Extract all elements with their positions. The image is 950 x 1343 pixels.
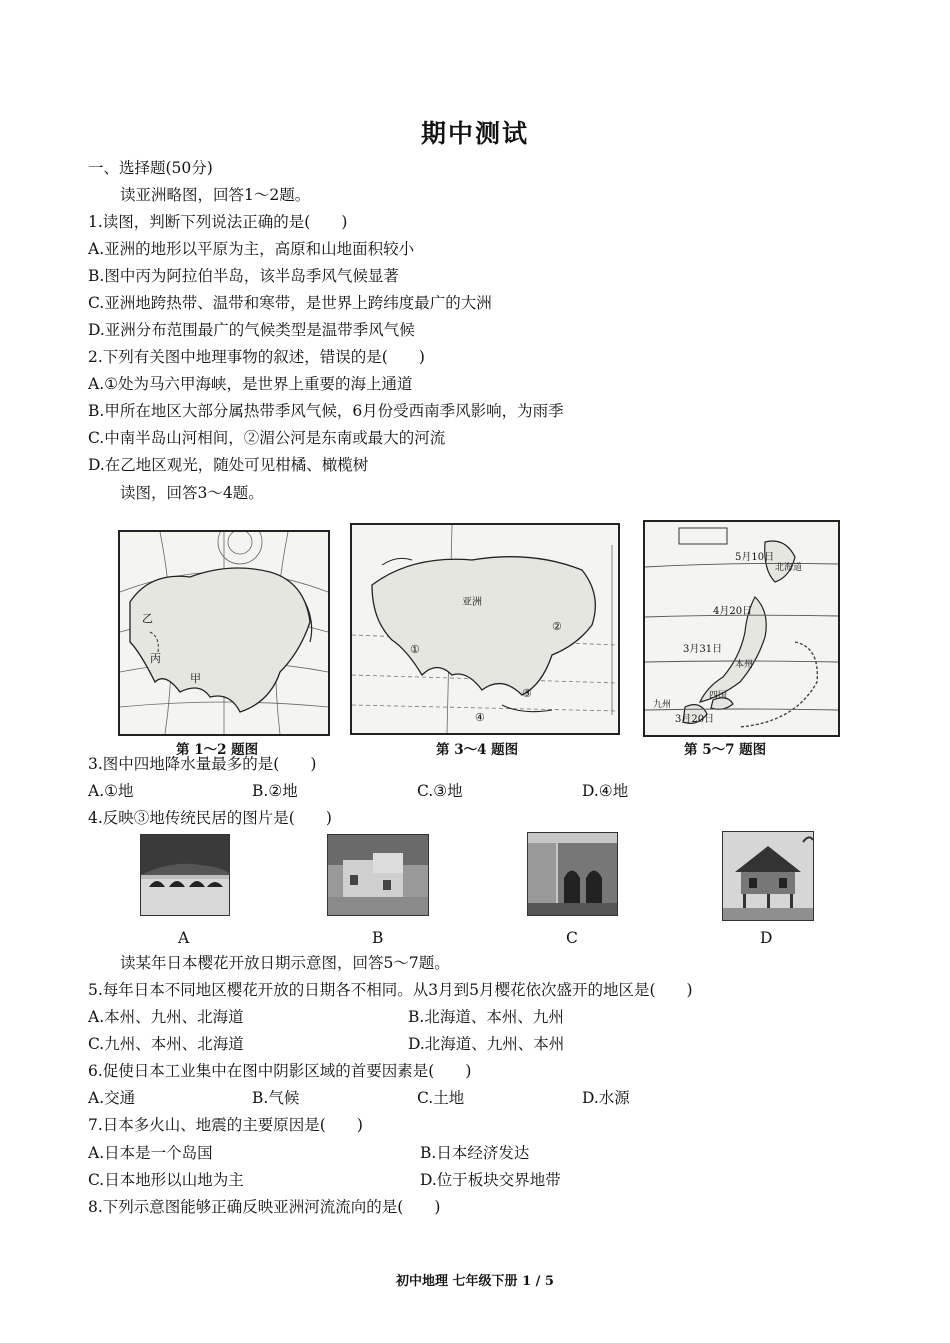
q3-option-d[interactable]: D.④地 [582, 782, 629, 800]
map1-caption: 第 1～2 题图 [176, 742, 259, 758]
intro-q1-2: 读亚洲略图，回答1～2题。 [120, 186, 311, 204]
q1-option-a[interactable]: A.亚洲的地形以平原为主，高原和山地面积较小 [88, 240, 415, 258]
photo-c-arcade-buildings[interactable] [527, 832, 618, 916]
japan-cherry-blossom-map [643, 520, 840, 737]
q2-option-d[interactable]: D.在乙地区观光，随处可见柑橘、橄榄树 [88, 456, 369, 474]
map3-caption: 第 5～7 题图 [684, 742, 767, 758]
q3-option-c[interactable]: C.③地 [417, 782, 463, 800]
asia-sketch-map [118, 530, 330, 736]
q2-option-a[interactable]: A.①处为马六甲海峡，是世界上重要的海上通道 [88, 375, 413, 393]
page-footer: 初中地理 七年级下册 1 / 5 [396, 1274, 554, 1289]
map2-label-four: ④ [475, 711, 485, 724]
map2-label-asia: 亚洲 [462, 597, 482, 608]
q6-option-a[interactable]: A.交通 [88, 1089, 136, 1107]
q3-option-b[interactable]: B.②地 [252, 782, 298, 800]
photo-a-yurts[interactable] [140, 834, 230, 916]
q6-option-c[interactable]: C.土地 [417, 1089, 465, 1107]
photo-label-c: C [566, 929, 578, 947]
q5-stem: 5.每年日本不同地区樱花开放的日期各不相同。从3月到5月樱花依次盛开的地区是( ) [88, 981, 693, 999]
section-heading: 一、选择题(50分) [88, 159, 213, 177]
photo-b-flat-roof-houses[interactable] [327, 834, 429, 916]
map1-label-yi: 乙 [142, 612, 153, 625]
map3-label-mar31: 3月31日 [683, 644, 723, 655]
q7-option-a[interactable]: A.日本是一个岛国 [88, 1144, 213, 1162]
map2-label-three: ③ [522, 687, 532, 700]
page-title: 期中测试 [420, 119, 529, 148]
intro-q5-7: 读某年日本樱花开放日期示意图，回答5～7题。 [120, 954, 450, 972]
q7-stem: 7.日本多火山、地震的主要原因是( ) [88, 1116, 363, 1134]
q7-option-d[interactable]: D.位于板块交界地带 [420, 1171, 561, 1189]
map3-label-hokkaido: 北海道 [775, 563, 803, 573]
q4-stem: 4.反映③地传统民居的图片是( ) [88, 809, 332, 827]
q5-option-d[interactable]: D.北海道、九州、本州 [408, 1035, 565, 1053]
q6-option-d[interactable]: D.水源 [582, 1089, 630, 1107]
map3-label-may10: 5月10日 [735, 552, 775, 563]
map3-label-honshu: 本州 [735, 660, 754, 670]
q3-option-a[interactable]: A.①地 [88, 782, 134, 800]
map1-label-bing: 丙 [150, 652, 161, 665]
map1-label-jia: 甲 [190, 672, 201, 685]
q7-option-c[interactable]: C.日本地形以山地为主 [88, 1171, 244, 1189]
map3-label-apr20: 4月20日 [713, 606, 753, 617]
intro-q3-4: 读图，回答3～4题。 [120, 484, 264, 502]
q1-option-b[interactable]: B.图中丙为阿拉伯半岛，该半岛季风气候显著 [88, 267, 399, 285]
photo-label-b: B [372, 929, 384, 947]
photo-label-d: D [760, 929, 773, 947]
q5-option-a[interactable]: A.本州、九州、北海道 [88, 1008, 244, 1026]
q2-stem: 2.下列有关图中地理事物的叙述，错误的是( ) [88, 348, 425, 366]
q8-stem: 8.下列示意图能够正确反映亚洲河流流向的是( ) [88, 1198, 441, 1216]
q6-option-b[interactable]: B.气候 [252, 1089, 300, 1107]
q2-option-c[interactable]: C.中南半岛山河相间，②湄公河是东南或最大的河流 [88, 429, 446, 447]
map3-label-kyushu: 九州 [653, 700, 672, 710]
asia-regions-map [350, 523, 620, 735]
map3-label-mar20: 3月20日 [675, 714, 715, 725]
photo-d-stilt-house[interactable] [722, 831, 814, 921]
map2-label-one: ① [410, 643, 420, 656]
q1-option-c[interactable]: C.亚洲地跨热带、温带和寒带，是世界上跨纬度最广的大洲 [88, 294, 492, 312]
q1-option-d[interactable]: D.亚洲分布范围最广的气候类型是温带季风气候 [88, 321, 415, 339]
q1-stem: 1.读图，判断下列说法正确的是( ) [88, 213, 348, 231]
q5-option-b[interactable]: B.北海道、本州、九州 [408, 1008, 564, 1026]
map3-label-shikoku: 四国 [709, 691, 728, 701]
q5-option-c[interactable]: C.九州、本州、北海道 [88, 1035, 244, 1053]
q2-option-b[interactable]: B.甲所在地区大部分属热带季风气候，6月份受西南季风影响，为雨季 [88, 402, 564, 420]
map2-label-two: ② [552, 620, 562, 633]
q7-option-b[interactable]: B.日本经济发达 [420, 1144, 530, 1162]
q3-stem: 3.图中四地降水量最多的是( ) [88, 755, 317, 773]
photo-label-a: A [178, 929, 190, 947]
q6-stem: 6.促使日本工业集中在图中阴影区域的首要因素是( ) [88, 1062, 472, 1080]
map2-caption: 第 3～4 题图 [436, 742, 519, 758]
